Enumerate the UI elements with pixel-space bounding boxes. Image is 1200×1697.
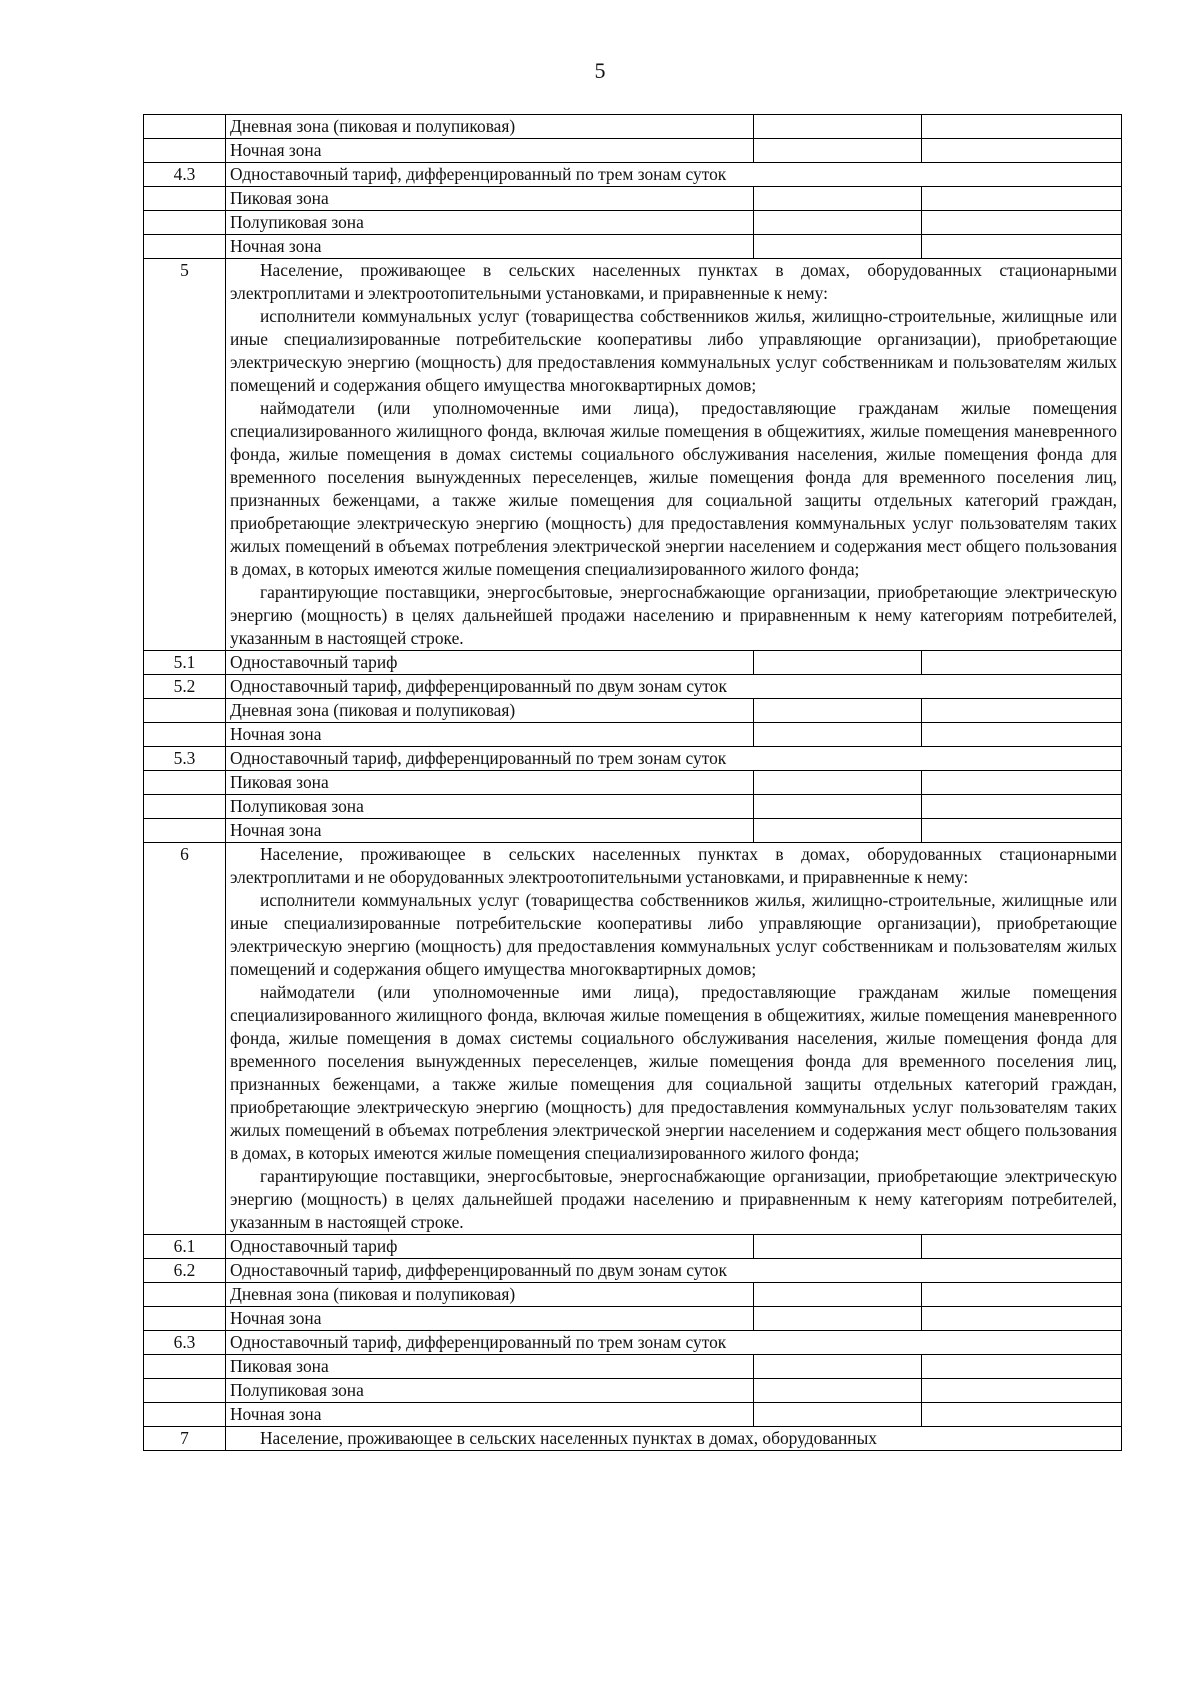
tariff-table: [143, 114, 1122, 1451]
row-number: 4.3: [144, 163, 226, 187]
row-number: [144, 115, 226, 139]
value-cell-2: [922, 1355, 1122, 1379]
value-cell-1: [754, 819, 922, 843]
row-number: [144, 211, 226, 235]
row-zone-label: Ночная зона: [226, 819, 754, 843]
row-zone-label: Ночная зона: [226, 1403, 754, 1427]
table-row: [144, 1307, 1122, 1331]
row-zone-label: Ночная зона: [226, 723, 754, 747]
row-description: [226, 1427, 1122, 1451]
value-cell-1: [754, 1403, 922, 1427]
description-paragraph: исполнители коммунальных услуг (товарищества собственников жилья, жилищно-строительные, жилищные или иные специализированные потребительские кооперативы либо управляющие организации), приобретающие электрическую энергию (мощность) для предоставления коммунальных услуг собственникам и пользователям жилых помещений и содержания общего имущества многоквартирных домов;: [230, 890, 1117, 979]
row-number: 5.1: [144, 651, 226, 675]
value-cell-2: [922, 699, 1122, 723]
row-number: [144, 1355, 226, 1379]
value-cell-1: [754, 1235, 922, 1259]
row-number: [144, 1283, 226, 1307]
value-cell-2: [922, 139, 1122, 163]
row-number: [144, 1403, 226, 1427]
row-number: 5.2: [144, 675, 226, 699]
description-paragraph: гарантирующие поставщики, энергосбытовые, энергоснабжающие организации, приобретающие электрическую энергию (мощность) в целях дальнейшей продажи населению и приравненным к нему категориям потребителей, указанным в настоящей строке.: [230, 582, 1117, 648]
value-cell-2: [922, 795, 1122, 819]
row-zone-label: Полупиковая зона: [226, 795, 754, 819]
value-cell-1: [754, 235, 922, 259]
description-paragraph: гарантирующие поставщики, энергосбытовые, энергоснабжающие организации, приобретающие электрическую энергию (мощность) в целях дальнейшей продажи населению и приравненным к нему категориям потребителей, указанным в настоящей строке.: [230, 1166, 1117, 1232]
value-cell-2: [922, 1283, 1122, 1307]
table-row: [144, 1331, 1122, 1355]
table-row: [144, 187, 1122, 211]
row-number: [144, 139, 226, 163]
row-tariff-header: Одноставочный тариф, дифференцированный по двум зонам суток: [226, 1259, 1122, 1283]
value-cell-2: [922, 1379, 1122, 1403]
row-number: 6: [144, 843, 226, 1235]
value-cell-1: [754, 1307, 922, 1331]
row-number: 6.2: [144, 1259, 226, 1283]
table-row: [144, 1235, 1122, 1259]
value-cell-2: [922, 235, 1122, 259]
description-paragraph: исполнители коммунальных услуг (товарищества собственников жилья, жилищно-строительные, жилищные или иные специализированные потребительские кооперативы либо управляющие организации), приобретающие электрическую энергию (мощность) для предоставления коммунальных услуг собственникам и пользователям жилых помещений и содержания общего имущества многоквартирных домов;: [230, 306, 1117, 395]
row-description: [226, 259, 1122, 651]
value-cell-1: [754, 771, 922, 795]
table-row: [144, 235, 1122, 259]
row-zone-label: Дневная зона (пиковая и полупиковая): [226, 699, 754, 723]
table-row: [144, 747, 1122, 771]
table-row: [144, 115, 1122, 139]
table-row: [144, 843, 1122, 1235]
value-cell-2: [922, 1307, 1122, 1331]
row-number: [144, 819, 226, 843]
value-cell-2: [922, 1403, 1122, 1427]
description-paragraph: Население, проживающее в сельских населенных пунктах в домах, оборудованных стационарными электроплитами и электроотопительными установками, и приравненные к нему:: [230, 260, 1117, 303]
value-cell-2: [922, 819, 1122, 843]
row-number: [144, 723, 226, 747]
row-number: [144, 1379, 226, 1403]
row-tariff-header: Одноставочный тариф, дифференцированный по трем зонам суток: [226, 1331, 1122, 1355]
value-cell-2: [922, 771, 1122, 795]
row-number: [144, 1307, 226, 1331]
value-cell-1: [754, 211, 922, 235]
row-number: [144, 795, 226, 819]
row-number: 5: [144, 259, 226, 651]
table-row: [144, 1403, 1122, 1427]
row-zone-label: Полупиковая зона: [226, 1379, 754, 1403]
row-tariff-header: Одноставочный тариф, дифференцированный по двум зонам суток: [226, 675, 1122, 699]
value-cell-2: [922, 115, 1122, 139]
table-row: [144, 819, 1122, 843]
value-cell-1: [754, 139, 922, 163]
value-cell-1: [754, 1355, 922, 1379]
value-cell-2: [922, 1235, 1122, 1259]
value-cell-2: [922, 211, 1122, 235]
table-row: [144, 1427, 1122, 1451]
description-paragraph: Население, проживающее в сельских населенных пунктах в домах, оборудованных: [260, 1428, 877, 1448]
value-cell-1: [754, 795, 922, 819]
value-cell-2: [922, 187, 1122, 211]
value-cell-1: [754, 1379, 922, 1403]
tariff-table-body: [144, 115, 1122, 1451]
table-row: [144, 1379, 1122, 1403]
table-row: [144, 675, 1122, 699]
row-number: [144, 235, 226, 259]
description-paragraph: наймодатели (или уполномоченные ими лица), предоставляющие гражданам жилые помещения специализированного жилищного фонда, включая жилые помещения в общежитиях, жилые помещения маневренного фонда, жилые помещения в домах системы социального обслуживания населения, жилые помещения фонда для временного поселения вынужденных переселенцев, жилые помещения фонда для временного поселения лиц, признанных беженцами, а также жилые помещения для социальной защиты отдельных категорий граждан, приобретающие электрическую энергию (мощность) для предоставления коммунальных услуг пользователям таких жилых помещений в объемах потребления электрической энергии населением и содержания мест общего пользования в домах, в которых имеются жилые помещения специализированного жилого фонда;: [230, 398, 1117, 579]
page-number: 5: [594, 58, 606, 83]
value-cell-2: [922, 723, 1122, 747]
table-row: [144, 723, 1122, 747]
table-row: [144, 1355, 1122, 1379]
table-row: [144, 651, 1122, 675]
value-cell-2: [922, 651, 1122, 675]
row-number: 5.3: [144, 747, 226, 771]
row-number: 6.3: [144, 1331, 226, 1355]
row-tariff-header: Одноставочный тариф, дифференцированный по трем зонам суток: [226, 163, 1122, 187]
value-cell-1: [754, 723, 922, 747]
row-description: [226, 843, 1122, 1235]
row-zone-label: Ночная зона: [226, 1307, 754, 1331]
row-zone-label: Дневная зона (пиковая и полупиковая): [226, 115, 754, 139]
description-paragraph: Население, проживающее в сельских населенных пунктах в домах, оборудованных стационарными электроплитами и не оборудованных электроотопительными установками, и приравненные к нему:: [230, 844, 1117, 887]
value-cell-1: [754, 115, 922, 139]
row-zone-label: Пиковая зона: [226, 771, 754, 795]
row-number: 6.1: [144, 1235, 226, 1259]
value-cell-1: [754, 187, 922, 211]
table-row: [144, 1259, 1122, 1283]
row-zone-label: Пиковая зона: [226, 187, 754, 211]
row-zone-label: Дневная зона (пиковая и полупиковая): [226, 1283, 754, 1307]
row-number: 7: [144, 1427, 226, 1451]
row-zone-label: Ночная зона: [226, 139, 754, 163]
table-row: [144, 259, 1122, 651]
description-paragraph: наймодатели (или уполномоченные ими лица), предоставляющие гражданам жилые помещения специализированного жилищного фонда, включая жилые помещения в общежитиях, жилые помещения маневренного фонда, жилые помещения в домах системы социального обслуживания населения, жилые помещения фонда для временного поселения вынужденных переселенцев, жилые помещения фонда для временного поселения лиц, признанных беженцами, а также жилые помещения для социальной защиты отдельных категорий граждан, приобретающие электрическую энергию (мощность) для предоставления коммунальных услуг пользователям таких жилых помещений в объемах потребления электрической энергии населением и содержания мест общего пользования в домах, в которых имеются жилые помещения специализированного жилого фонда;: [230, 982, 1117, 1163]
row-zone-label: Пиковая зона: [226, 1355, 754, 1379]
table-row: [144, 795, 1122, 819]
table-row: [144, 163, 1122, 187]
row-tariff-label: Одноставочный тариф: [226, 1235, 754, 1259]
value-cell-1: [754, 651, 922, 675]
table-row: [144, 1283, 1122, 1307]
table-row: [144, 699, 1122, 723]
row-tariff-label: Одноставочный тариф: [226, 651, 754, 675]
row-zone-label: Полупиковая зона: [226, 211, 754, 235]
row-tariff-header: Одноставочный тариф, дифференцированный по трем зонам суток: [226, 747, 1122, 771]
value-cell-1: [754, 699, 922, 723]
value-cell-1: [754, 1283, 922, 1307]
row-number: [144, 699, 226, 723]
table-row: [144, 139, 1122, 163]
row-zone-label: Ночная зона: [226, 235, 754, 259]
row-number: [144, 771, 226, 795]
row-number: [144, 187, 226, 211]
table-row: [144, 211, 1122, 235]
table-row: [144, 771, 1122, 795]
